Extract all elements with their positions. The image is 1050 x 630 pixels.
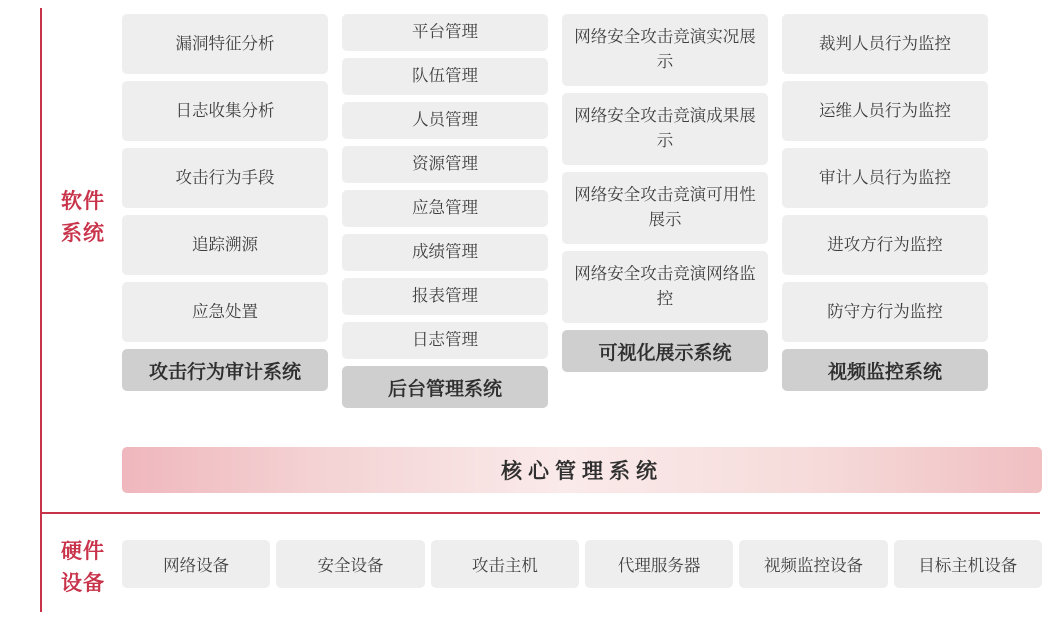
left-axis-line [40,8,42,612]
module-item[interactable]: 漏洞特征分析 [122,14,328,74]
module-item[interactable]: 队伍管理 [342,58,548,95]
section-label-software [46,186,120,250]
module-item[interactable]: 报表管理 [342,278,548,315]
hardware-item[interactable]: 网络设备 [122,540,270,588]
module-item[interactable]: 审计人员行为监控 [782,148,988,208]
module-item[interactable]: 网络安全攻击竞演网络监控 [562,251,768,323]
section-label-hardware-line2: 设备 [61,572,105,595]
column-title-video-surveillance[interactable]: 视频监控系统 [782,349,988,391]
column-title-backend-management[interactable]: 后台管理系统 [342,366,548,408]
section-label-software-line1: 软件 [61,190,105,213]
module-item[interactable]: 追踪溯源 [122,215,328,275]
module-item[interactable]: 防守方行为监控 [782,282,988,342]
module-item[interactable]: 成绩管理 [342,234,548,271]
hardware-item[interactable]: 代理服务器 [585,540,733,588]
column-attack-audit [122,14,328,408]
hardware-item[interactable]: 视频监控设备 [739,540,887,588]
section-label-software-line2: 系统 [61,222,105,245]
software-columns [122,14,1042,408]
module-item[interactable]: 裁判人员行为监控 [782,14,988,74]
column-backend-management [342,14,548,408]
module-item[interactable]: 应急管理 [342,190,548,227]
column-title-visualization[interactable]: 可视化展示系统 [562,330,768,372]
section-label-hardware [46,536,120,600]
core-management-system-bar[interactable]: 核心管理系统 [122,447,1042,493]
module-item[interactable]: 网络安全攻击竞演实况展示 [562,14,768,86]
column-visualization [562,14,768,408]
module-item[interactable]: 日志管理 [342,322,548,359]
module-item[interactable]: 资源管理 [342,146,548,183]
hardware-item[interactable]: 攻击主机 [431,540,579,588]
column-title-attack-audit[interactable]: 攻击行为审计系统 [122,349,328,391]
module-item[interactable]: 攻击行为手段 [122,148,328,208]
module-item[interactable]: 应急处置 [122,282,328,342]
module-item[interactable]: 日志收集分析 [122,81,328,141]
hardware-item[interactable]: 安全设备 [276,540,424,588]
module-item[interactable]: 网络安全攻击竞演成果展示 [562,93,768,165]
module-item[interactable]: 平台管理 [342,14,548,51]
module-item[interactable]: 网络安全攻击竞演可用性展示 [562,172,768,244]
section-label-hardware-line1: 硬件 [61,540,105,563]
module-item[interactable]: 人员管理 [342,102,548,139]
hardware-item[interactable]: 目标主机设备 [894,540,1042,588]
hardware-devices-row [122,540,1042,588]
module-item[interactable]: 进攻方行为监控 [782,215,988,275]
column-video-surveillance [782,14,988,408]
module-item[interactable]: 运维人员行为监控 [782,81,988,141]
software-hardware-divider [40,512,1040,514]
